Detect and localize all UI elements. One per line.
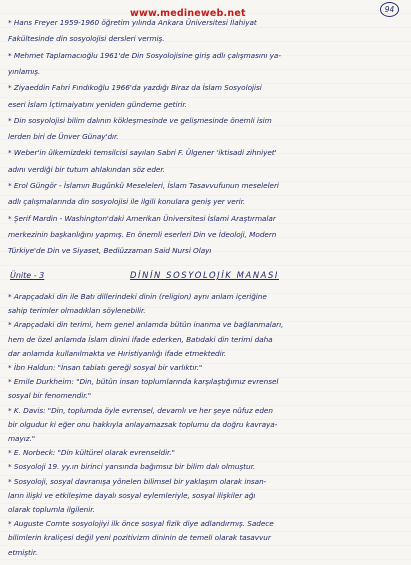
unit-heading xyxy=(10,271,44,280)
note-line: yınlamış. xyxy=(8,66,41,76)
note-line: * Erol Güngör - İslamın Bugünkü Meseleleri, İslam Tasavvufunun meseleleri xyxy=(8,181,279,190)
note-line: Türkiye'de Din ve Siyaset, Bediüzzaman Said Nursi Olayı xyxy=(8,246,212,256)
note-line: ların ilişki ve etkileşime dayalı sosyal eylemleriyle, sosyal ilişkiler ağı xyxy=(8,490,256,500)
note-line: hem de özel anlamda İslam dinini ifade ederken, Batıdaki din terimi daha xyxy=(8,334,273,344)
note-line: * Auguste Comte sosyolojiyi ilk önce sosyal fizik diye adlandırmış. Sadece xyxy=(8,519,274,529)
note-line: etmiştir. xyxy=(8,547,38,557)
note-line: * Sosyoloji 19. yy.ın birinci yarısında bağımsız bir bilim dalı olmuştur. xyxy=(8,462,256,472)
note-line: * K. Davis: "Din, toplumda öyle evrensel, devamlı ve her şeye nüfuz eden xyxy=(8,405,273,415)
note-line: * Arapçadaki din ile Batı dillerindeki dinin (religion) aynı anlam içeriğine xyxy=(8,292,267,301)
note-line: olarak toplumla ilgilenir. xyxy=(8,505,95,514)
note-line: * İbn Haldun: "İnsan tabiatı gereği sosyal bir varlıktır." xyxy=(8,363,203,372)
note-line: mayız." xyxy=(8,434,36,443)
note-line: sosyal bir fenomendir." xyxy=(8,391,92,401)
note-line: * Emile Durkheim: "Din, bütün insan toplumlarında karşılaştığımız evrensel xyxy=(8,377,279,387)
note-line: * Din sosyolojisi bilim dalının kökleşmesinde ve gelişmesinde önemli isim xyxy=(8,115,272,125)
note-line: bilimlerin kraliçesi değil yeni pozitivizm dininin de temeli olarak tasavvur xyxy=(8,533,271,543)
page-number: 94 xyxy=(380,2,399,17)
note-line: eseri İslam İçtimaiyatını yeniden gündeme getirir. xyxy=(8,99,187,109)
note-line: * Arapçadaki din terimi, hem genel anlamda bütün inanma ve bağlanmaları, xyxy=(8,320,284,330)
watermark: www.medineweb.net xyxy=(130,8,246,19)
note-line: merkezinin başkanlığını yapmış. En önemli eserleri Din ve İdeoloji, Modern xyxy=(8,229,277,239)
note-line: dar anlamda kullanılmakta ve Hıristiyanlığı ifade etmektedir. xyxy=(8,348,227,358)
note-line: * Ziyaeddin Fahri Fındıkoğlu 1966'da yazdığı Biraz da İslam Sosyolojisi xyxy=(8,83,262,93)
note-line: bir olgudur ki eğer onu hakkıyla anlayamazsak toplumu da doğru kavraya- xyxy=(8,419,278,429)
note-line: * Şerif Mardin - Washington'daki Amerikan Üniversitesi İslami Araştırmalar xyxy=(8,213,276,223)
unit-heading-text: Ünite - 3 xyxy=(10,271,45,280)
note-line: * Weber'in ülkemizdeki temsilcisi sayılan Sabri F. Ülgener 'iktisadi zihniyet' xyxy=(8,148,277,158)
section-title: DİNİN SOSYOLOJİK MANASI xyxy=(130,270,279,280)
note-line: lerden biri de Ünver Günay'dır. xyxy=(8,132,119,142)
note-line: adını verdiği bir tutum ahlakından söz eder. xyxy=(8,164,165,174)
note-line: * Sosyoloji, sosyal davranışa yönelen bilimsel bir yaklaşım olarak insan- xyxy=(8,476,267,486)
note-line: * Mehmet Taplamacıoğlu 1961'de Din Sosyolojisine giriş adlı çalışmasını ya- xyxy=(8,50,281,60)
note-line: * E. Norbeck: "Din kültürel olarak evrenseldir." xyxy=(8,448,175,458)
note-line: adlı çalışmalarında din sosyolojisi ile ilgili konulara geniş yer verir. xyxy=(8,197,246,207)
note-line: * Hans Freyer 1959-1960 öğretim yılında Ankara Üniversitesi İlahiyat xyxy=(8,18,257,27)
note-line: sahip terimler olmadıkları söylenebilir. xyxy=(8,306,146,316)
note-line: Fakültesinde din sosyolojisi dersleri vermiş. xyxy=(8,34,165,44)
